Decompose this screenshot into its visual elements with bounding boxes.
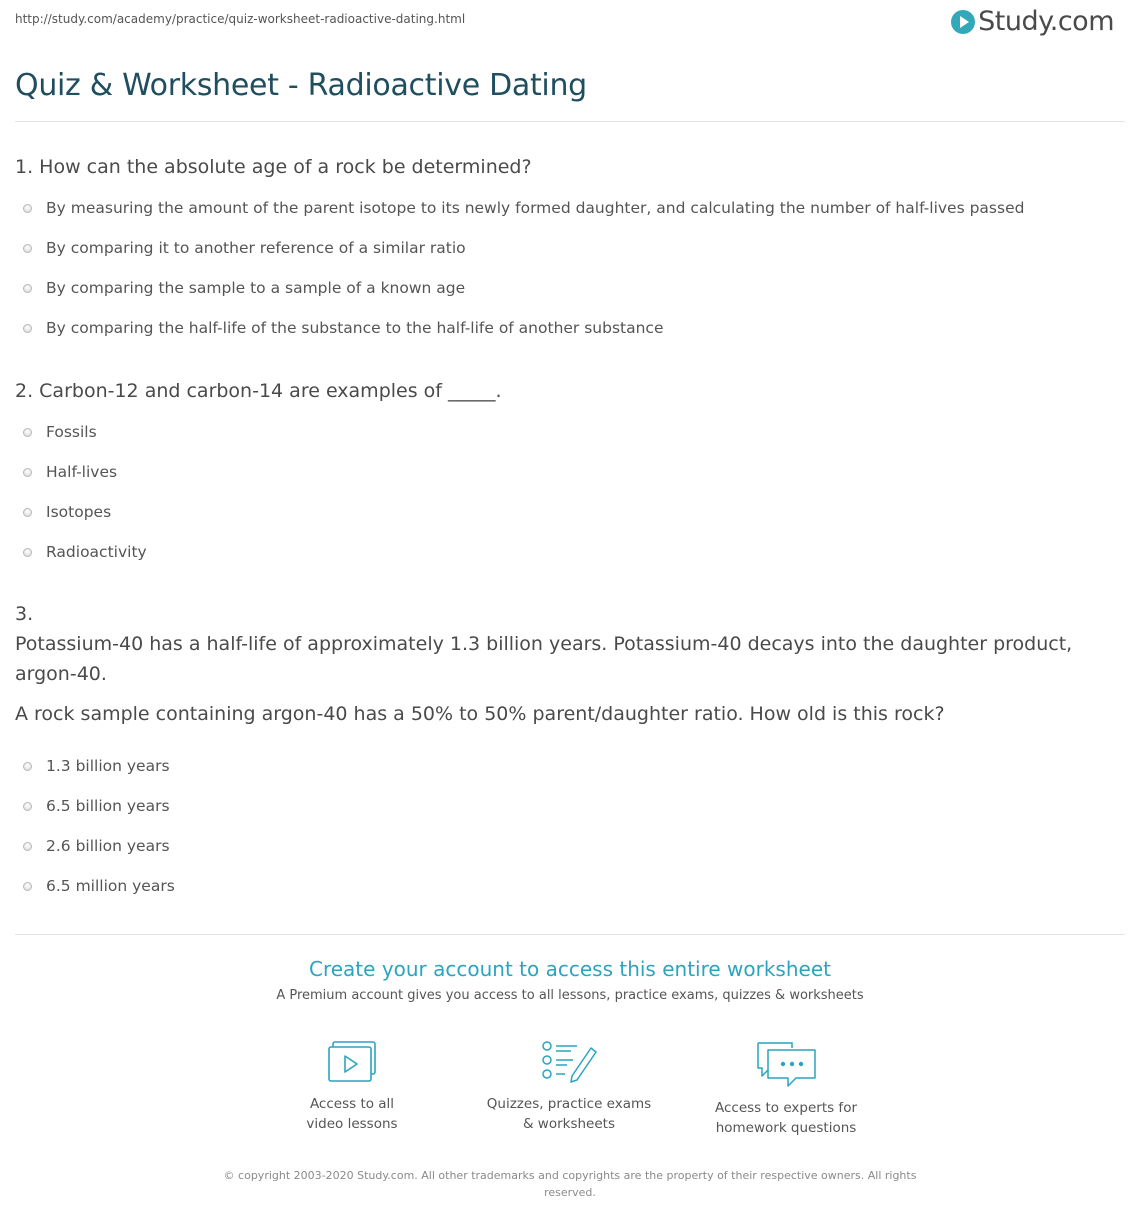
feature-label-line2: homework questions — [715, 1120, 857, 1136]
question-1-heading: 1. How can the absolute age of a rock be determined? — [15, 156, 532, 178]
answer-label: Fossils — [46, 423, 97, 441]
answer-option[interactable] — [22, 503, 111, 521]
cta-divider — [15, 934, 1125, 935]
answer-label: Half-lives — [46, 463, 118, 481]
answer-option[interactable] — [22, 423, 97, 441]
feature-label-line2: video lessons — [306, 1116, 398, 1132]
answer-label: By comparing it to another reference of a similar ratio — [46, 239, 466, 257]
question-3-heading: Potassium-40 has a half-life of approximately 1.3 billion years. Potassium-40 decays into the daughter product, argon-40. — [15, 633, 1073, 685]
create-account-link[interactable]: Create your account to access this entire worksheet — [309, 957, 831, 981]
radio-button[interactable] — [23, 508, 32, 517]
answer-label: By comparing the half-life of the substance to the half-life of another substance — [46, 319, 664, 337]
question-2-heading: 2. Carbon-12 and carbon-14 are examples of _____. — [15, 380, 502, 402]
answer-option[interactable] — [22, 757, 170, 775]
copyright-footer: © copyright 2003-2020 Study.com. All other trademarks and copyrights are the property of their respective owners. All rights reserved. — [223, 1169, 917, 1199]
radio-button[interactable] — [23, 428, 32, 437]
radio-button[interactable] — [23, 842, 32, 851]
radio-button[interactable] — [23, 324, 32, 333]
answer-option[interactable] — [22, 797, 170, 815]
answer-option[interactable] — [22, 543, 147, 561]
answer-label: 1.3 billion years — [46, 757, 170, 775]
feature-experts — [696, 1040, 876, 1138]
feature-video-lessons — [262, 1040, 442, 1134]
logo-text: Study.com — [978, 6, 1114, 37]
question-3-number: 3. — [15, 603, 34, 625]
answer-option[interactable] — [22, 463, 117, 481]
answer-label: By comparing the sample to a sample of a known age — [46, 279, 466, 297]
radio-button[interactable] — [23, 882, 32, 891]
answer-label: Radioactivity — [46, 543, 147, 561]
radio-button[interactable] — [23, 762, 32, 771]
answer-label: By measuring the amount of the parent isotope to its newly formed daughter, and calculating the number of half-lives passed — [46, 199, 1025, 217]
radio-button[interactable] — [23, 548, 32, 557]
play-circle-icon — [951, 10, 975, 34]
quiz-checklist-icon — [541, 1040, 597, 1084]
radio-button[interactable] — [23, 244, 32, 253]
answer-option[interactable] — [22, 837, 170, 855]
answer-option[interactable] — [22, 319, 664, 337]
answer-label: 2.6 billion years — [46, 837, 170, 855]
page-title: Quiz & Worksheet - Radioactive Dating — [15, 68, 587, 103]
answer-label: Isotopes — [46, 503, 112, 521]
feature-label-line1: Access to experts for — [714, 1100, 857, 1116]
feature-label-line2: & worksheets — [522, 1116, 615, 1132]
radio-button[interactable] — [23, 204, 32, 213]
feature-label-line1: Quizzes, practice exams — [486, 1096, 652, 1112]
answer-option[interactable] — [22, 877, 175, 895]
feature-quizzes — [479, 1040, 659, 1134]
radio-button[interactable] — [23, 468, 32, 477]
video-lessons-icon — [326, 1040, 378, 1084]
feature-label-line1: Access to all — [309, 1096, 395, 1112]
cta-subtitle: A Premium account gives you access to all lessons, practice exams, quizzes & worksheets — [276, 988, 864, 1003]
answer-option[interactable] — [22, 239, 466, 257]
title-divider — [15, 121, 1125, 122]
study-logo[interactable] — [951, 6, 1114, 37]
answer-label: 6.5 million years — [46, 877, 175, 895]
question-3-prompt: A rock sample containing argon-40 has a 50% to 50% parent/daughter ratio. How old is this rock? — [15, 703, 945, 725]
chat-bubbles-icon — [754, 1040, 818, 1088]
radio-button[interactable] — [23, 284, 32, 293]
answer-option[interactable] — [22, 279, 465, 297]
radio-button[interactable] — [23, 802, 32, 811]
answer-label: 6.5 billion years — [46, 797, 170, 815]
answer-option[interactable] — [22, 199, 1024, 217]
page-url: http://study.com/academy/practice/quiz-worksheet-radioactive-dating.html — [15, 12, 466, 26]
